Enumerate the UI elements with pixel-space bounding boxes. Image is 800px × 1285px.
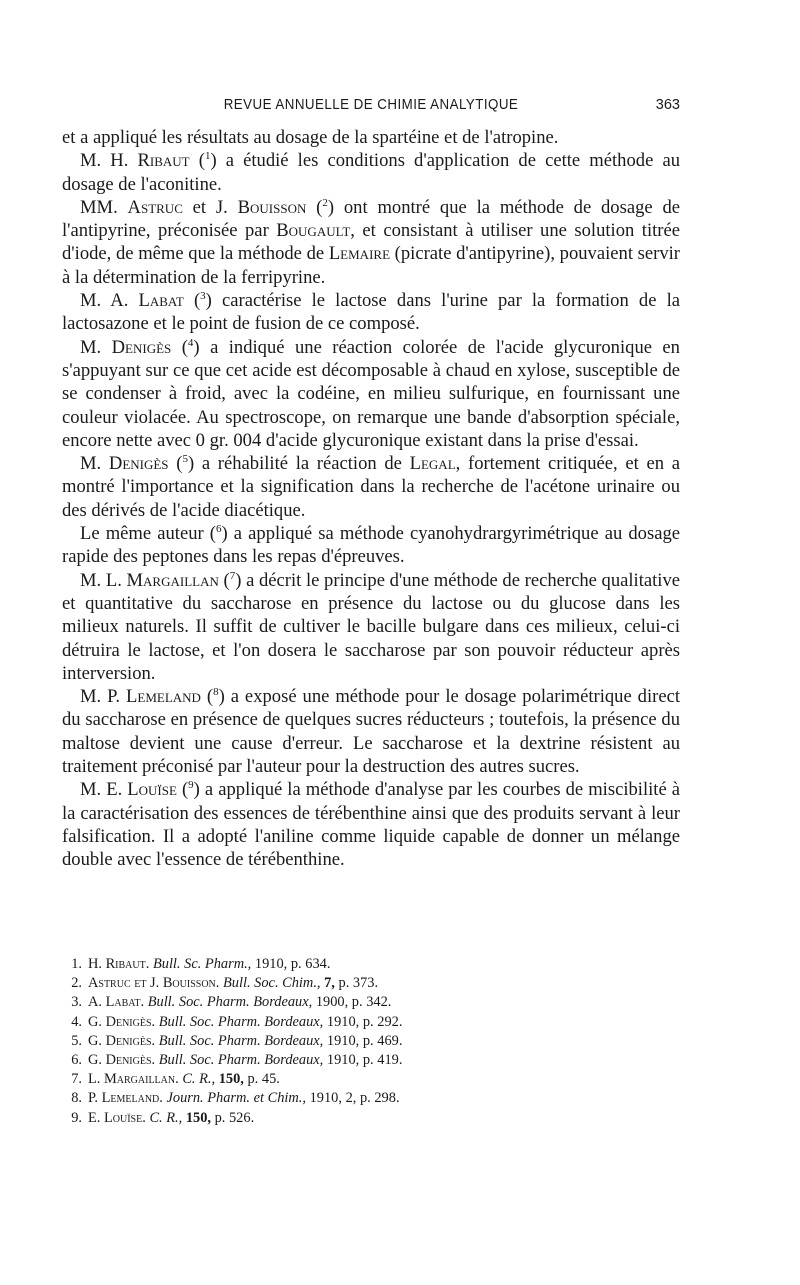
- paragraph-text: et J.: [182, 196, 238, 218]
- paragraph-text: M. H.: [80, 150, 138, 172]
- paragraph-text: M. L.: [80, 569, 127, 591]
- footnote-ref: 1: [204, 150, 211, 163]
- footnote-volume: 150,: [215, 1071, 244, 1088]
- footnote-journal: C. R.,: [182, 1071, 216, 1088]
- footnote-journal: Bull. Soc. Pharm. Bordeaux,: [147, 994, 313, 1011]
- footnote-ref: 2: [322, 196, 328, 209]
- footnote: [62, 1109, 622, 1128]
- footnote-journal: Bull. Soc. Chim.,: [222, 975, 321, 992]
- paragraph-text: M. E.: [80, 779, 128, 801]
- footnote-number: 1.: [71, 956, 82, 972]
- footnotes: [62, 955, 622, 1128]
- paragraph-text: M. A.: [80, 290, 139, 312]
- paragraph-text: et a appliqué les résultats au dosage de la spartéine et de l'atropine.: [62, 127, 559, 148]
- paragraph-text: M.: [80, 453, 109, 475]
- paragraph-text: a étudié les conditions d'application de cette méthode au dosage de l'aconitine.: [62, 150, 680, 195]
- footnote: [62, 1051, 622, 1070]
- footnote: [62, 1032, 622, 1051]
- footnote-citation: p. 373.: [334, 975, 379, 992]
- paragraph-text: a décrit le principe d'une méthode de recherche qualitative et quantitative du saccharose en présence du lactose ou du glucose dans les milieux naturels. Il suffit de cultiver le bacille bulgare dans ces milieux, celui-ci détruira le lactose, et l'on dosera le saccharose par son pouvoir réducteur après interversion.: [62, 569, 681, 684]
- author-name: Denigès: [111, 336, 172, 358]
- footnote-citation: 1910, p. 419.: [323, 1052, 403, 1069]
- paragraph: [62, 126, 680, 149]
- paragraph-text: a appliqué la méthode d'analyse par les courbes de miscibilité à la caractérisation des essences de térébenthine ainsi que des produits servant à leur falsification. Il a adopté l'aniline comme liquide capable de donner un mélange double avec l'essence de térébenthine.: [62, 779, 681, 871]
- footnote-number: 4.: [71, 1013, 82, 1030]
- footnote: [62, 974, 622, 993]
- author-name: Astruc: [127, 196, 183, 218]
- footnote-author: P. Lemeland.: [88, 1090, 163, 1107]
- footnote-author: L. Margaillan.: [88, 1071, 179, 1088]
- footnote-number: 2.: [71, 975, 82, 992]
- author-name: Margaillan: [126, 569, 219, 591]
- footnote-ref: 7: [229, 569, 236, 582]
- footnote-citation: p. 45.: [243, 1071, 280, 1088]
- paragraph-text: ont montré que la méthode de dosage de l'antipyrine, préconisée par: [62, 196, 681, 242]
- author-name: Lemaire: [328, 243, 391, 265]
- footnote-author: G. Denigès.: [88, 1013, 156, 1030]
- footnote-journal: Journ. Pharm. et Chim.,: [166, 1090, 306, 1107]
- footnote-author: H. Ribaut.: [88, 956, 150, 972]
- footnote-number: 3.: [71, 994, 82, 1011]
- footnote-ref: 3: [200, 289, 206, 302]
- paragraph: Le même auteur ($^6$) a appliqué sa méthode cyanohydrargyrimétrique au dosage rapide des peptones dans les repas d'épreuves.: [62, 522, 680, 568]
- footnote-number: 5.: [71, 1032, 82, 1049]
- footnote: [62, 955, 622, 974]
- paragraph-text: Le même auteur: [80, 523, 210, 545]
- paragraph: M. H. Ribaut ($^1$) a étudié les conditions d'application de cette méthode au dosage de l'aconitine.: [62, 150, 680, 195]
- paragraph-text: a appliqué sa méthode cyanohydrargyrimétrique au dosage rapide des peptones dans les repas d'épreuves.: [62, 523, 680, 568]
- footnote-author: G. Denigès.: [88, 1032, 156, 1049]
- paragraph-text: a réhabilité la réaction de: [194, 453, 410, 475]
- body-text: [62, 126, 680, 872]
- footnote-ref: 6: [216, 522, 222, 535]
- footnote-author: E. Louïse.: [88, 1109, 146, 1126]
- footnote-ref: 4: [187, 336, 194, 349]
- footnote-citation: 1910, 2, p. 298.: [306, 1090, 400, 1107]
- author-name: Lemeland: [126, 686, 201, 708]
- page-header: [62, 97, 680, 121]
- paragraph: MM. Astruc et J. Bouisson ($^2$) ont montré que la méthode de dosage de l'antipyrine, préconisée par Bougault, et consistant à utiliser une solution titrée d'iode, de même que la méthode de Lemaire (picrate d'antipyrine), pouvaient servir à la détermination de la ferripyrine.: [62, 196, 681, 288]
- author-name: Bouisson: [237, 196, 307, 218]
- footnote-journal: C. R.,: [149, 1109, 183, 1126]
- paragraph: M. E. Louïse ($^9$) a appliqué la méthode d'analyse par les courbes de miscibilité à la caractérisation des essences de térébenthine ainsi que des produits servant à leur falsification. Il a adopté l'aniline comme liquide capable de donner un mélange double avec l'essence de térébenthine.: [62, 779, 681, 871]
- footnote: [62, 1013, 622, 1032]
- paragraph: M. A. Labat ($^3$) caractérise le lactose dans l'urine par la formation de la lactosazone et le point de fusion de ce composé.: [62, 289, 681, 335]
- footnote-journal: Bull. Soc. Pharm. Bordeaux,: [158, 1013, 324, 1030]
- footnote-ref: 9: [188, 779, 194, 792]
- footnote-citation: 1910, p. 634.: [251, 956, 331, 972]
- paragraph-text: , et consistant à utiliser une solution titrée d'iode, de même que la méthode de: [62, 220, 680, 265]
- footnote: [62, 993, 622, 1012]
- footnote-journal: Bull. Soc. Pharm. Bordeaux,: [158, 1032, 324, 1049]
- footnote-author: G. Denigès.: [88, 1052, 156, 1069]
- footnote: [62, 1089, 622, 1108]
- paragraph: M. Denigès ($^5$) a réhabilité la réaction de Legal, fortement critiquée, et en a montré l'importance et la signification dans la recherche de l'acétone urinaire ou des dérivés de l'acide diacétique.: [62, 452, 680, 521]
- author-name: Denigès: [108, 453, 169, 475]
- paragraph-text: (picrate d'antipyrine), pouvaient servir à la détermination de la ferripyrine.: [62, 243, 680, 288]
- paragraph-text: M.: [80, 336, 112, 358]
- paragraph-text: a indiqué une réaction colorée de l'acide glycuronique en s'appuyant sur ce que cet acide est décomposable à chaud en xylose, susceptible de se condenser à froid, avec la codéine, en milieu sulfurique, en fournissant une couleur violacée. Au spectroscope, on remarque une bande d'absorption spéciale, encore nette avec 0 gr. 004 d'acide glycuronique existant dans la prise d'essai.: [62, 336, 680, 451]
- paragraph-text: MM.: [80, 196, 128, 218]
- footnote-author: Astruc et J. Bouisson.: [88, 975, 220, 992]
- footnote-author: A. Labat.: [88, 994, 145, 1011]
- running-title: REVUE ANNUELLE DE CHIMIE ANALYTIQUE: [223, 97, 519, 113]
- author-name: Bougault: [276, 220, 351, 242]
- footnote-journal: Bull. Soc. Pharm. Bordeaux,: [158, 1052, 324, 1069]
- footnote-ref: 8: [213, 685, 219, 698]
- page-number: 363: [655, 97, 680, 113]
- footnote-number: 8.: [71, 1090, 82, 1107]
- author-name: Labat: [138, 290, 184, 312]
- author-name: Ribaut: [137, 150, 190, 172]
- paragraph-text: caractérise le lactose dans l'urine par la formation de la lactosazone et le point de fusion de ce composé.: [62, 290, 681, 335]
- author-name: Legal: [409, 453, 456, 475]
- footnote-ref: 5: [182, 452, 188, 465]
- footnote-citation: 1910, p. 469.: [323, 1032, 403, 1049]
- footnote-volume: 150,: [182, 1109, 211, 1126]
- footnote-citation: p. 526.: [211, 1109, 255, 1126]
- paragraph-text: M. P.: [80, 686, 127, 708]
- paragraph: M. L. Margaillan ($^7$) a décrit le principe d'une méthode de recherche qualitative et quantitative du saccharose en présence du lactose ou du glucose dans les milieux naturels. Il suffit de cultiver le bacille bulgare dans ces milieux, celui-ci détruira le lactose, et l'on dosera le saccharose par son pouvoir réducteur après interversion.: [62, 569, 681, 684]
- paragraph: M. Denigès ($^4$) a indiqué une réaction colorée de l'acide glycuronique en s'appuyant sur ce que cet acide est décomposable à chaud en xylose, susceptible de se condenser à froid, avec la codéine, en milieu sulfurique, en fournissant une couleur violacée. Au spectroscope, on remarque une bande d'absorption spéciale, encore nette avec 0 gr. 004 d'acide glycuronique existant dans la prise d'essai.: [62, 336, 680, 451]
- footnote-citation: 1900, p. 342.: [312, 994, 392, 1011]
- footnote-journal: Bull. Sc. Pharm.,: [152, 956, 252, 972]
- paragraph-text: , fortement critiquée, et en a montré l'importance et la signification dans la recherche de l'acétone urinaire ou des dérivés de l'acide diacétique.: [62, 453, 680, 521]
- footnote-number: 9.: [71, 1109, 82, 1126]
- footnote-citation: 1910, p. 292.: [323, 1013, 403, 1030]
- paragraph-text: a exposé une méthode pour le dosage polarimétrique direct du saccharose en présence de quelques sucres réducteurs ; toutefois, la présence du maltose devient une cause d'erreur. Le saccharose et la dextrine résistent au traitement préconisé par l'auteur pour la destruction des autres sucres.: [62, 686, 681, 778]
- footnote-number: 6.: [71, 1052, 82, 1069]
- author-name: Louïse: [127, 779, 177, 801]
- footnote: [62, 1070, 622, 1089]
- footnote-volume: 7,: [320, 975, 335, 992]
- footnote-number: 7.: [71, 1071, 82, 1088]
- paragraph: M. P. Lemeland ($^8$) a exposé une méthode pour le dosage polarimétrique direct du saccharose en présence de quelques sucres réducteurs ; toutefois, la présence du maltose devient une cause d'erreur. Le saccharose et la dextrine résistent au traitement préconisé par l'auteur pour la destruction des autres sucres.: [62, 685, 681, 778]
